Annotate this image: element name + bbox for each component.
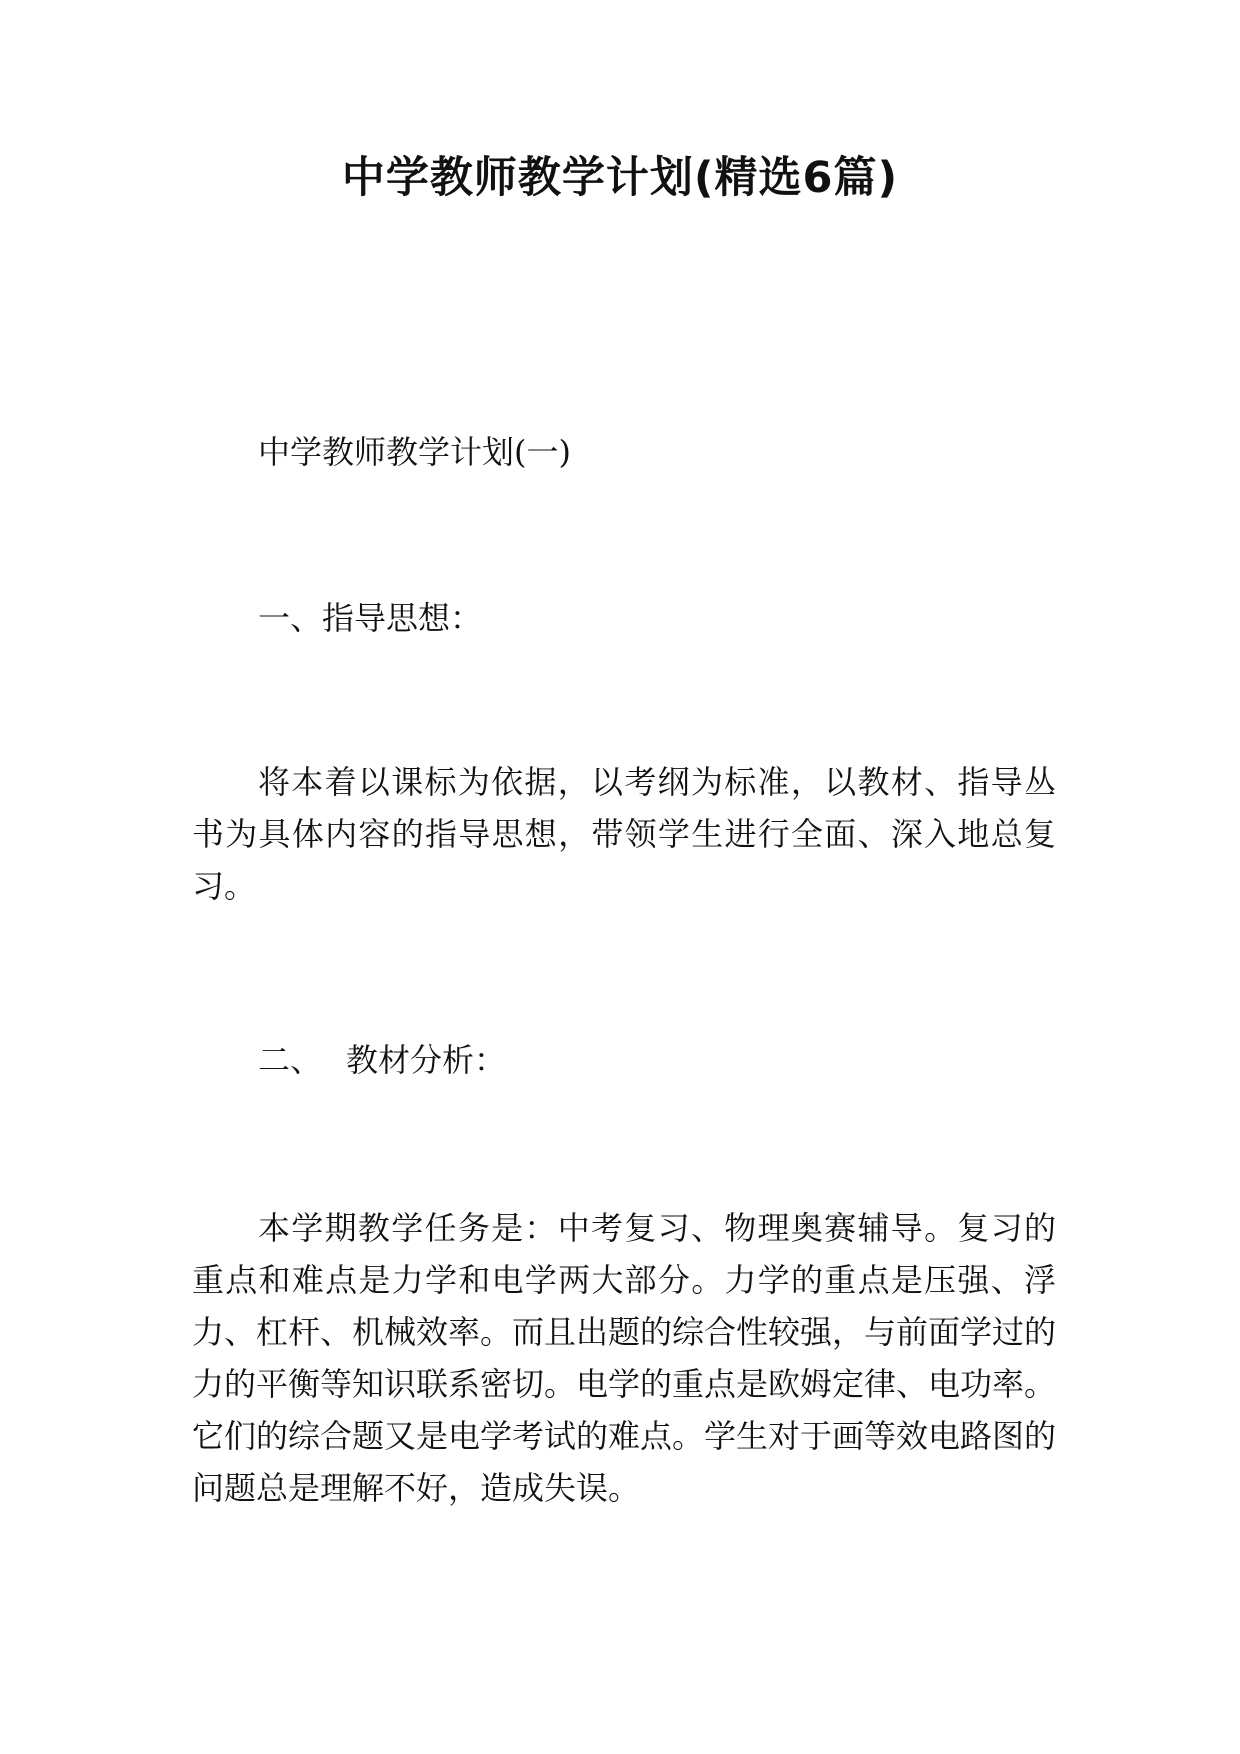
heading-textbook-analysis <box>258 1040 506 1080</box>
heading-text: 教材分析： <box>346 1041 507 1079</box>
heading-number: 二、 <box>258 1041 323 1079</box>
paragraph-textbook-analysis: 本学期教学任务是：中考复习、物理奥赛辅导。复习的重点和难点是力学和电学两大部分。力学的重点是压强、浮力、杠杆、机械效率。而且出题的综合性较强，与前面学过的力的平衡等知识联系密切。电学的重点是欧姆定律、电功率。它们的综合题又是电学考试的难点。学生对于画等效电路图的问题总是理解不好，造成失误。 <box>192 1209 1057 1507</box>
heading-guiding-ideology: 一、指导思想： <box>258 599 483 637</box>
paragraph-guiding-ideology: 将本着以课标为依据，以考纲为标准，以教材、指导丛书为具体内容的指导思想，带领学生进行全面、深入地总复习。 <box>192 763 1056 905</box>
document-title: 中学教师教学计划(精选6篇) <box>341 153 899 203</box>
section-title: 中学教师教学计划(一) <box>258 433 571 471</box>
